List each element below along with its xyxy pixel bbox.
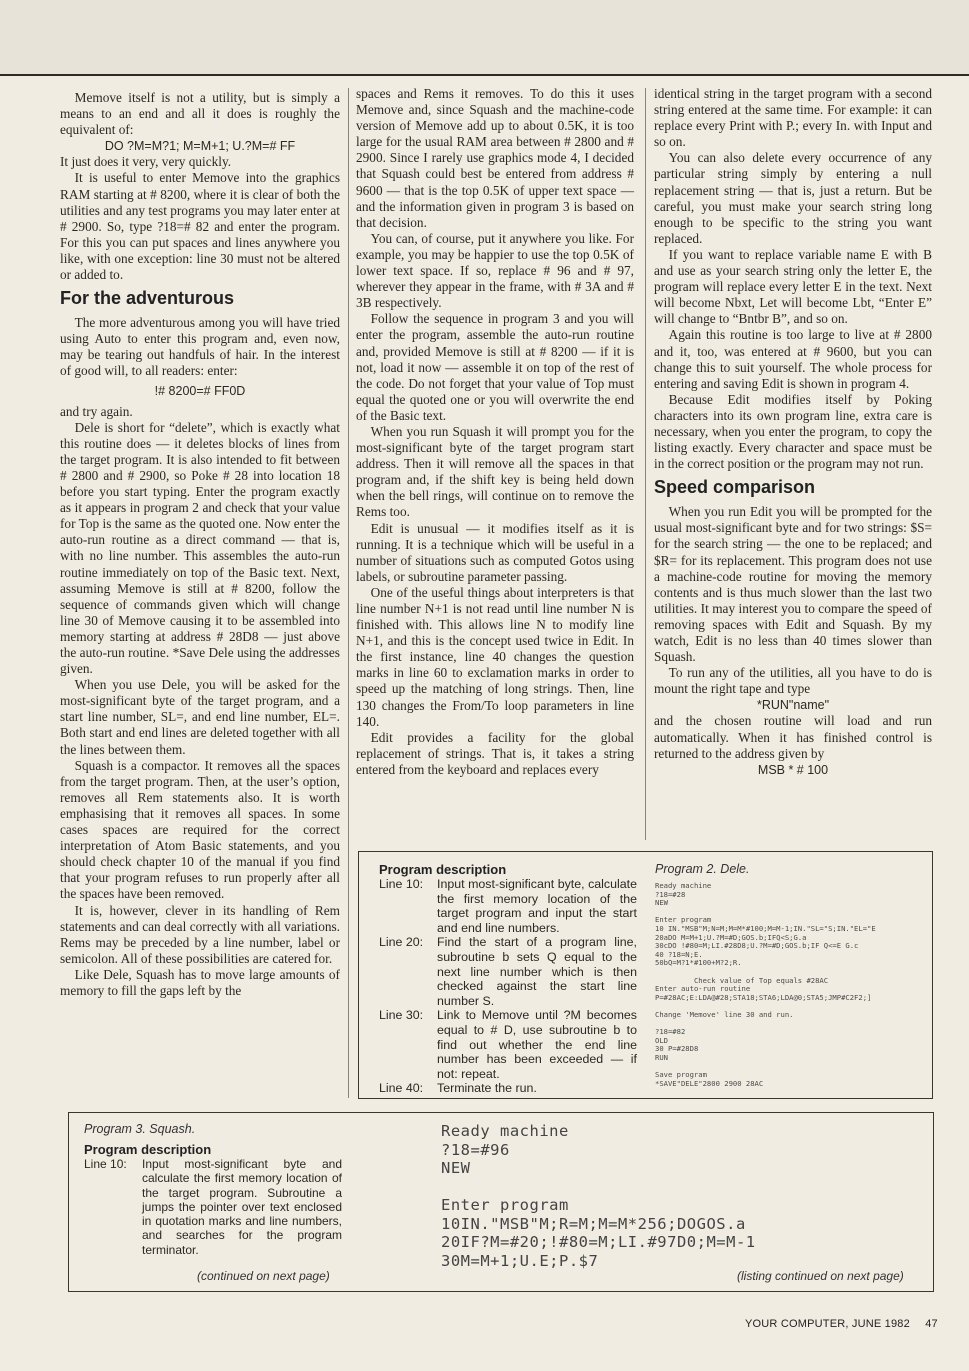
paragraph: and the chosen routine will load and run automatically. When it has finished control is returned to the address given by bbox=[654, 713, 932, 761]
paragraph: To run any of the utilities, all you have to do is mount the right tape and type bbox=[654, 665, 932, 697]
paragraph: It just does it very, very quickly. bbox=[60, 154, 232, 170]
program-2-listing-area bbox=[655, 862, 930, 1088]
paragraph: identical string in the target program with a second string entered at the same time. For example: it can replace every Print with P.; every In. with Input and so on. bbox=[654, 86, 932, 150]
paragraph: Follow the sequence in program 3 and you will enter the program, assemble the auto-run routine and, provided Memove is still at # 8200 — if it is not, load it now — assemble it on top of the rest of the code. Do not forget that your value of Top must equal the quoted one or you will overwrite the end of the Basic text. bbox=[356, 311, 634, 423]
description-title: Program description bbox=[379, 862, 507, 877]
code-line: DO ?M=M?1; M=M+1; U.?M=# FF bbox=[104, 139, 296, 154]
paragraph: The more adventurous among you will have tried using Auto to enter this program and, even now, may be tearing out handfuls of hair. In the interest of good will, to all readers: enter: bbox=[60, 315, 340, 379]
header-rule bbox=[0, 74, 969, 76]
line-label: Line 30: bbox=[379, 1008, 424, 1023]
program-listing: Ready machine ?18=#28 NEW Enter program 10 IN."MSB"M;N=M;M=M*#100;M=M-1;IN."SL="S;IN."EL="E 20aDO M=M+1;U.?M=#D;GOS.b;IFQ<S;G.a 30cDO !#80=M;LI.#28D8;U.?M=#D;GOS.b;IF Q<=E G.c 40 ?18=N;E. 50bQ=M?1*#100+M?2;R. Check value of Top equals #28AC Enter auto-run routine P=#28AC;E:LDA@#28;STA18;STA6;LDA@0;STA5;JMP#C2F2;] Change 'Memove' line 30 and run. ?18=#82 OLD 30 P=#28D8 RUN Save program *SAVE"DELE"2800 2900 28AC bbox=[655, 881, 876, 1088]
line-label: Line 20: bbox=[379, 935, 424, 950]
description-row bbox=[379, 877, 637, 935]
paragraph: spaces and Rems it removes. To do this it uses Memove and, since Squash and the machine-code version of Memove add up to about 0.5K, it is too large for the usual RAM area between # 2800 and # 2900. Since I rarely use graphics mode 4, I decided that Squash could best be entered from address # 9600 — that is the top 0.5K of upper text space — and the information given in program 3 is based on that decision. bbox=[356, 86, 634, 230]
description-row bbox=[379, 1081, 637, 1096]
program-title: Program 2. Dele. bbox=[655, 862, 750, 876]
line-text: Terminate the run. bbox=[437, 1081, 537, 1096]
description-title: Program description bbox=[84, 1142, 212, 1157]
paragraph: Like Dele, Squash has to move large amounts of memory to fill the gaps left by the bbox=[60, 966, 340, 998]
paragraph: You can, of course, put it anywhere you like. For example, you may be happier to use the top 0.5K of lower text space. If so, replace # 96 and # 97, wherever they appear in the frame, with # 3A and # 3B respectively. bbox=[356, 230, 634, 311]
paragraph: When you run Edit you will be prompted for the usual most-significant byte and for two strings: $S= for the search string — the one to be replaced; and $R= for its replacement. This program does not use a machine-code routine for moving the memory contents and is thus much slower than the last two utilities. It may interest you to compare the speed of removing spaces with Edit and Squash. By my watch, Edit is no less than 40 times slower than Squash. bbox=[654, 504, 932, 665]
line-text: Find the start of a program line, subroutine b sets Q equal to the next line number which is then checked against the start line number S. bbox=[437, 935, 637, 1008]
program-listing: Ready machine ?18=#96 NEW Enter program 10IN."MSB"M;R=M;M=M*256;DOGOS.a 20IF?M=#20;!#80=M;LI.#97D0;M=M-1 30M=M+1;U.E;P.$7 bbox=[441, 1122, 756, 1270]
paragraph: It is useful to enter Memove into the graphics RAM starting at # 8200, where it is clear of both the utilities and any test programs you may later enter at # 2900. So, type ?18=# 82 and enter the program. For this you can put spaces and lines anywhere you like, with one exception: line 30 must not be altered or added to. bbox=[60, 170, 340, 283]
line-label: Line 10: bbox=[379, 877, 424, 891]
paragraph: Because Edit modifies itself by Poking characters into its own program line, extra care is necessary, when you enter the program, to copy the listing exactly. Every character and space must be in the correct position or the program may not run. bbox=[654, 391, 932, 472]
program-title: Program 3. Squash. bbox=[84, 1122, 196, 1136]
section-heading: For the adventurous bbox=[60, 288, 235, 309]
page-footer bbox=[745, 1318, 938, 1330]
previous-page-strip bbox=[0, 0, 969, 74]
code-line: *RUN"name" bbox=[756, 698, 830, 713]
article-column-1 bbox=[60, 90, 340, 999]
column-divider bbox=[348, 88, 349, 1098]
column-divider bbox=[645, 88, 646, 840]
program-2-description bbox=[379, 862, 637, 1096]
paragraph: Again this routine is too large to live at # 2800 and it, too, was entered at # 9600, but you can change this to suit yourself. The whole process for entering and saving Edit is shown in program 4. bbox=[654, 327, 932, 391]
line-label: Line 10: bbox=[84, 1157, 127, 1171]
paragraph: When you run Squash it will prompt you for the most-significant byte of the target program start address. Then it will remove all the spaces in that program and, if the shift key is being held down when the bell rings, will continue on to remove the Rems too. bbox=[356, 423, 634, 520]
line-label: Line 40: bbox=[379, 1081, 424, 1096]
line-text: Input most-significant byte and calculate the first memory location of the target program. Subroutine a jumps the pointer over text enclosed in quotation marks and line numbers, and searches for the program terminator. bbox=[142, 1157, 342, 1257]
magazine-issue: YOUR COMPUTER, JUNE 1982 bbox=[745, 1318, 910, 1330]
continued-note: (listing continued on next page) bbox=[737, 1269, 904, 1283]
article-column-2 bbox=[356, 86, 634, 778]
paragraph: Dele is short for “delete”, which is exactly what this routine does — it deletes blocks of lines from the target program. It is also intended to fit between # 2800 and # 2900, so Poke # 28 into location 18 before you start typing. Enter the program exactly as it appears in program 2 and check that your value for Top is the same as the quoted one. Now enter the auto-run routine as a direct command — that is, with no line number. This assembles the auto-run routine immediately on top of the Basic text. Next, assuming Memove is still at # 8200, follow the sequence of commands given which will change line 30 of Memove causing it to be assembled into memory starting at address # 28D8 — just above the auto-run routine. *Save Dele using the addresses given. bbox=[60, 419, 340, 677]
program-3-description bbox=[84, 1122, 342, 1257]
description-row bbox=[379, 935, 637, 1008]
program-2-box bbox=[358, 851, 933, 1099]
page-number: 47 bbox=[925, 1318, 938, 1330]
description-row bbox=[84, 1157, 342, 1257]
paragraph: Memove itself is not a utility, but is simply a means to an end and all it does is roughly the equivalent of: bbox=[60, 90, 340, 138]
description-row bbox=[379, 1008, 637, 1081]
continued-note: (continued on next page) bbox=[197, 1269, 330, 1283]
paragraph: It is, however, clever in its handling of Rem statements and can deal correctly with all variations. Rems may be preceded by a line number, label or semicolon. All of these possibilities are catered for. bbox=[60, 902, 340, 966]
paragraph: You can also delete every occurrence of any particular string simply by entering a null replacement string — that is, just a return. But be careful, you must make your search string long enough to be specific to the string you want replaced. bbox=[654, 150, 932, 246]
program-3-box bbox=[68, 1112, 934, 1292]
line-text: Input most-significant byte, calculate the first memory location of the target program and input the start and end line numbers. bbox=[437, 877, 637, 935]
paragraph: If you want to replace variable name E with B and use as your search string only the letter E, the program will replace every letter E in the text. Next will become Nbxt, Let will become Lbt, “Enter E” will change to “Bntbr B”, and so on. bbox=[654, 246, 932, 327]
code-line: !# 8200=# FF0D bbox=[154, 383, 246, 398]
paragraph: and try again. bbox=[60, 403, 133, 419]
paragraph: One of the useful things about interpreters is that line number N+1 is not read until line number N is finished with. This allows line N to modify line N+1, and this is the concept used twice in Edit. In the first instance, line 40 changes the question marks in line 60 to exclamation marks in order to speed up the matching of long strings. Then, line 130 changes the From/To loop parameters in line 140. bbox=[356, 584, 634, 729]
article-column-3 bbox=[654, 86, 932, 778]
code-line: MSB * # 100 bbox=[757, 762, 829, 777]
line-text: Link to Memove until ?M becomes equal to # D, use subroutine b to find out whether the end line number has been exceeded — if not: repeat. bbox=[437, 1008, 637, 1081]
paragraph: When you use Dele, you will be asked for the most-significant byte of the target program, and a start line number, SL=, and end line number, EL=. Both start and end lines are deleted together with all the lines between them. bbox=[60, 677, 340, 757]
paragraph: Edit provides a facility for the global replacement of strings. That is, it takes a string entered from the keyboard and replaces every bbox=[356, 729, 634, 777]
paragraph: Edit is unusual — it modifies itself as it is running. It is a technique which will be useful in a number of situations such as computed Gotos using labels, or subroutine parameter passing. bbox=[356, 520, 634, 584]
paragraph: Squash is a compactor. It removes all the spaces from the target program. Then, at the user’s option, removes all Rem statements also. It is worth emphasising that it removes all spaces. In some cases spaces are required for the correct interpretation of Atom Basic statements, and you should check chapter 10 of the manual if you find that your program refuses to run properly after all the spaces have been removed. bbox=[60, 757, 340, 902]
section-heading: Speed comparison bbox=[654, 477, 816, 498]
